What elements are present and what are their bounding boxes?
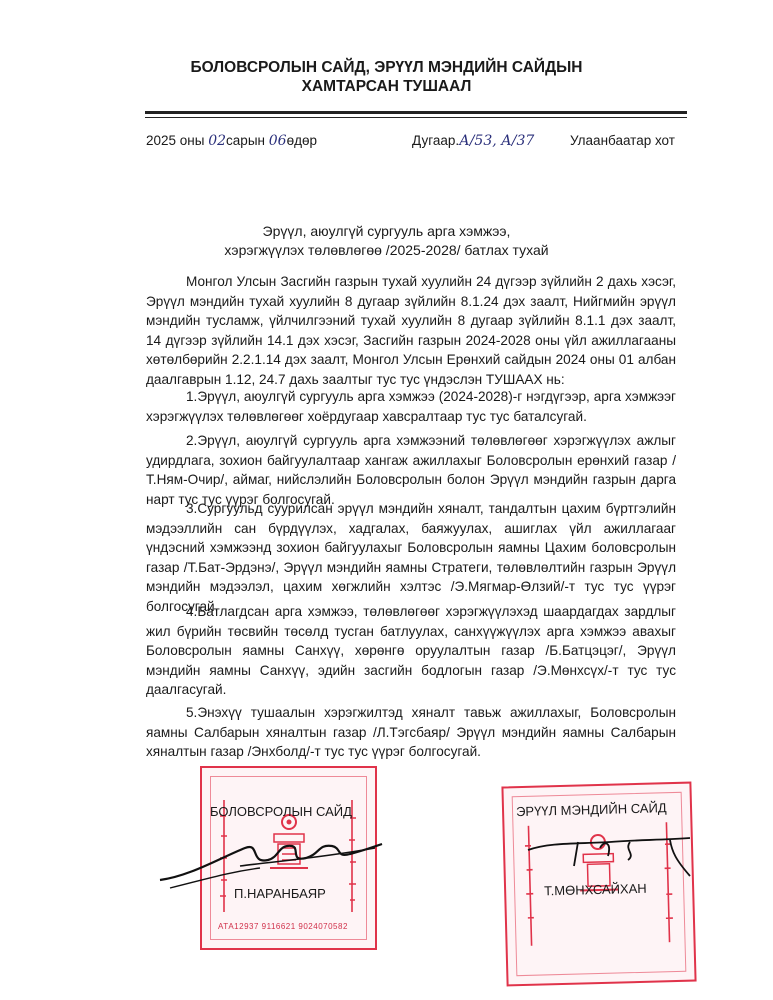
- clause-5-text: 5.Энэхүү тушаалын хэрэгжилтэд хяналт тавьж ажиллахыг, Боловсролын яамны Салбарын хяналтын газар /Л.Тэгсбаяр/ Эрүүл мэндийн яамны Салбарын хяналтын газар /Энхболд/-т тус тус үүрэг болгосугай.: [146, 705, 676, 759]
- day-handwritten: 06: [268, 133, 287, 149]
- month-label: сарын: [226, 133, 265, 148]
- header-rule-thin: [145, 117, 687, 118]
- number-label: Дугаар: [412, 133, 456, 148]
- month-handwritten: 02: [208, 133, 227, 149]
- date-line: [146, 133, 317, 149]
- clause-4: [146, 602, 676, 700]
- right-minister-name: Т.МӨНХСАЙХАН: [543, 880, 647, 899]
- health-minister-stamp: [501, 782, 696, 987]
- left-minister-name: П.НАРАНБАЯР: [234, 886, 326, 901]
- header-rule-thick: [145, 111, 687, 114]
- document-header: [0, 58, 773, 96]
- clause-1: [146, 387, 676, 426]
- left-signature-icon: [150, 818, 390, 898]
- clause-5: [146, 703, 676, 762]
- subject-line-2: хэрэгжүүлэх төлөвлөгөө /2025-2028/ батлах тухай: [224, 242, 549, 258]
- header-line-1: БОЛОВСРОЛЫН САЙД, ЭРҮҮЛ МЭНДИЙН САЙДЫН: [190, 59, 583, 76]
- right-minister-title: ЭРҮҮЛ МЭНДИЙН САЙД: [515, 800, 667, 820]
- day-label: өдөр: [286, 133, 317, 148]
- header-line-2: ХАМТАРСАН ТУШААЛ: [301, 78, 472, 95]
- clause-1-text: 1.Эрүүл, аюулгүй сургууль арга хэмжээ (2024-2028)-г нэгдүгээр, арга хэмжээг хэрэгжүүлэх төлөвлөгөөг хоёрдугаар хавсралтаар тус тус баталсугай.: [146, 389, 676, 424]
- left-stamp-code: АТА12937 9116621 9024070582: [218, 922, 348, 931]
- left-minister-title: БОЛОВСРОЛЫН САЙД: [210, 804, 352, 819]
- right-signature-icon: [520, 820, 700, 880]
- preamble-text: Монгол Улсын Засгийн газрын тухай хуулийн 24 дүгээр зүйлийн 2 дахь хэсэг, Эрүүл мэндийн тухай хуулийн 8 дугаар зүйлийн 8.1.24 дэх заалт, Нийгмийн эрүүл мэндийн тусламж, үйлчилгээний тухай хуулийн 8 дугаар зүйлийн 8.1.1 дэх заалт, 14 дүгээр зүйлийн 14.1 дэх хэсэг, Засгийн газрын 2024-2028 оны үйл ажиллагааны хөтөлбөрийн 2.2.1.14 дэх заалт, Монгол Улсын Ерөнхий сайдын 2024 оны 01 албан даалгаврын 1.12, 24.7 дахь заалтыг тус тус үндэслэн ТУШААХ нь:: [146, 274, 676, 387]
- place-text: Улаанбаатар хот: [570, 133, 675, 148]
- clause-4-text: 4.Батлагдсан арга хэмжээ, төлөвлөгөөг хэрэгжүүлэхэд шаардагдах зардлыг жил бүрийн төсвийн төсөлд тусган батлуулах, санхүүжүүлэх арга хэмжээ авахыг Боловсролын яамны Санхүү, хөрөнгө оруулалтын газар /Б.Батцэцэг/, Эрүүл мэндийн яамны Санхүү, эдийн засгийн бодлогын газар /Э.Мөнхсүх/-т тус тус даалгасугай.: [146, 604, 676, 697]
- number-line: Дугаар.А/53, А/37: [412, 133, 535, 149]
- preamble-paragraph: [146, 272, 676, 389]
- clause-2-text: 2.Эрүүл, аюулгүй сургууль арга хэмжээний төлөвлөгөөг хэрэгжүүлэх ажлыг удирдлага, зохион байгуулалтаар хангаж ажиллахыг Боловсролын ерөнхий газар /Т.Ням-Очир/, аймаг, нийслэлийн Боловсролын болон Эрүүл мэндийн газрын дарга нарт тус тус үүрэг болгосугай.: [146, 433, 676, 507]
- clause-3-text: 3.Сургуульд суурилсан эрүүл мэндийн хяналт, тандалтын цахим бүртгэлийн мэдээллийн сан бүрдүүлэх, хадгалах, баяжуулах, ашиглах үйл ажиллагааг үндэсний хэмжээнд зохион байгуулахыг Боловсролын яамны Цахим боловсролын газар /Т.Бат-Эрдэнэ/, Эрүүл мэндийн яамны Стратеги, төлөвлөлтийн газрын Эрүүл мэндийн мэдээлэл, цахим хөгжлийн хэлтэс /Э.Мягмар-Өлзий/-т тус тус үүрэг болгосугай.: [146, 501, 676, 614]
- number-handwritten: А/53, А/37: [459, 133, 535, 149]
- subject-line-1: Эрүүл, аюулгүй сургууль арга хэмжээ,: [262, 223, 511, 239]
- document-subject: [0, 222, 773, 260]
- year-text: 2025 оны: [146, 133, 205, 148]
- clause-3: [146, 499, 676, 616]
- clause-2: [146, 431, 676, 509]
